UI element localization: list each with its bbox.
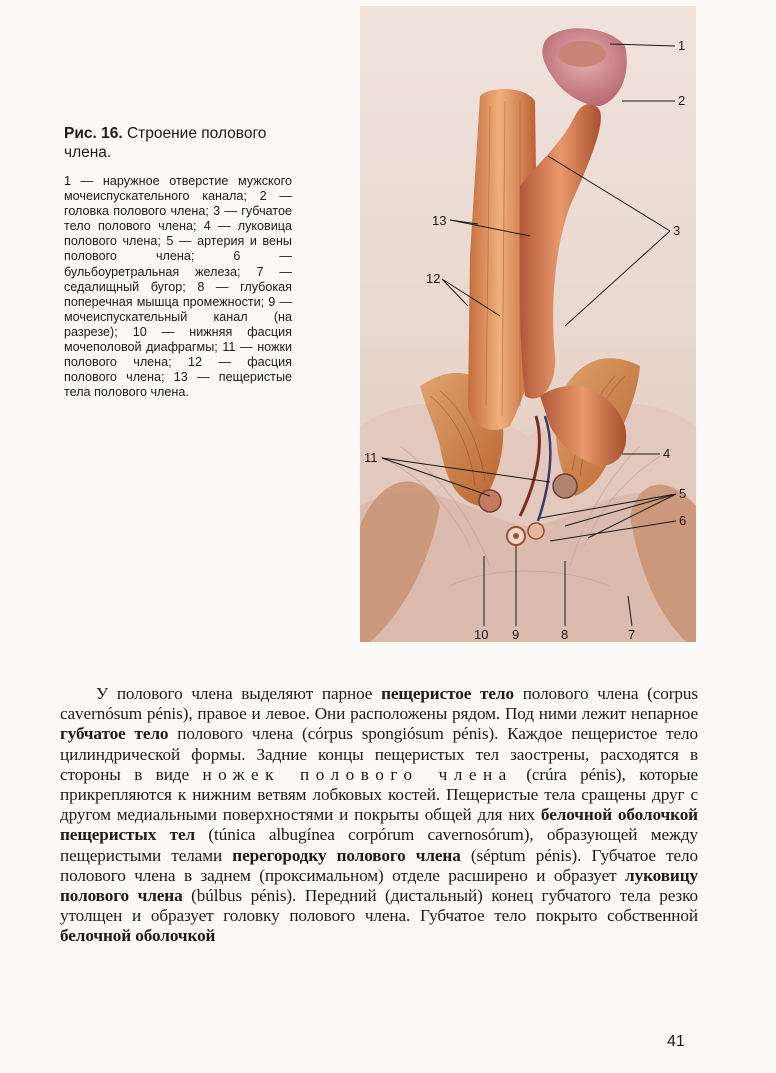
body-text: [60, 684, 698, 947]
label-12: 12: [426, 271, 441, 286]
label-1: 1: [678, 38, 686, 53]
illustration-canvas: [360, 6, 696, 642]
urethral-meatus: [558, 41, 606, 67]
term-septum: перегородку полового члена: [232, 845, 461, 865]
figure-title-text: Строение полового члена.: [64, 125, 267, 161]
bulbourethral-gland: [528, 523, 544, 539]
term-corpus-cavernosum: пещеристое тело: [381, 684, 514, 703]
label-13: 13: [432, 213, 447, 228]
figure-caption: [64, 124, 292, 400]
figure-legend: 1 — наружное отверстие мужского мочеиспускательного канала; 2 — головка полового члена; 3 — губчатое тело полового члена; 4 — луковица полового члена; 5 — артерия и вены полового члена; 6 — бульбоуретральная железа; 7 — седалищный бугор; 8 — глубокая поперечная мышца промежности; 9 — мочеиспускательный канал (на разрезе); 10 — нижняя фасция мочеполовой диафрагмы; 11 — ножки полового члена; 12 — фасция полового члена; 13 — пещеристые тела полового члена.: [64, 174, 292, 400]
term-crura-spaced: ножек полового члена: [202, 764, 513, 784]
label-8: 8: [561, 627, 569, 642]
label-7: 7: [628, 627, 636, 642]
body-paragraph: У полового члена выделяют парное пещеристое тело полового члена (corpus cavernósum pénis), правое и левое. Они расположены рядом. Под ними лежит непарное губчатое тело полового члена (córpus spongiósum pénis). Каждое пещеристое тело цилиндрической формы. Задние концы пещеристых тел заострены, расходятся в стороны в виде ножек полового члена (crúra pénis), которые прикрепляются к нижним ветвям лобковых костей. Пещеристые тела сращены друг с другом медиальными поверхностями и покрыты общей для них белочной оболочкой пещеристых тел (túnica albugínea corpórum cavernosórum), образующей между пещеристыми телами перегородку полового члена (séptum pénis). Губчатое тело полового члена в заднем (проксимальном) отделе расширено и образует луковицу полового члена (búlbus pénis). Передний (дистальный) конец губчатого тела резко утолщен и образует головку полового члена. Губчатое тело покрыто собственной белочной оболочкой: [60, 684, 698, 946]
label-4: 4: [663, 446, 671, 461]
figure-title: [64, 124, 292, 162]
label-2: 2: [678, 93, 686, 108]
term-bulb: луковицу полового члена: [60, 865, 698, 906]
term-tunica-albuginea-2: белочной оболочкой: [60, 926, 216, 946]
label-6: 6: [679, 513, 687, 528]
label-5: 5: [679, 486, 687, 501]
term-tunica-albuginea: белочной оболочкой пещеристых тел: [60, 805, 698, 845]
anatomical-illustration: [360, 6, 696, 642]
label-10: 10: [474, 627, 489, 642]
figure-number: Рис. 16.: [64, 125, 123, 142]
label-3: 3: [673, 223, 681, 238]
term-corpus-spongiosum: губчатое тело: [60, 724, 169, 744]
label-9: 9: [512, 627, 520, 642]
page-number: 41: [667, 1033, 685, 1050]
label-11: 11: [364, 450, 378, 465]
